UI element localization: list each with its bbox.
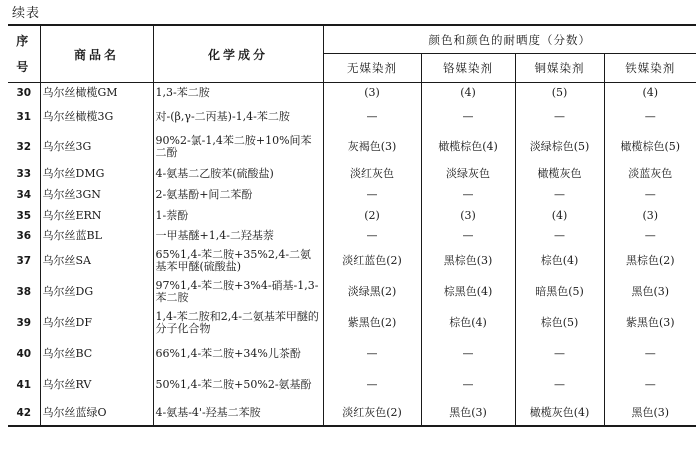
color-copper-mordant: (5) <box>515 83 604 103</box>
color-no-mordant: — <box>323 185 421 206</box>
color-no-mordant: (3) <box>323 83 421 103</box>
color-no-mordant: 紫黑色(2) <box>323 308 421 339</box>
color-no-mordant: (2) <box>323 206 421 226</box>
color-iron-mordant: — <box>604 103 696 131</box>
chemical-composition: 一甲基醚+1,4-二羟基萘 <box>153 226 323 246</box>
color-copper-mordant: — <box>515 370 604 401</box>
table-row <box>8 226 696 246</box>
product-name: 乌尔丝橄榄3G <box>40 103 153 131</box>
color-iron-mordant: (4) <box>604 83 696 103</box>
row-number: 30 <box>16 86 32 99</box>
color-copper-mordant: 橄榄灰色(4) <box>515 401 604 426</box>
color-copper-mordant: 淡绿棕色(5) <box>515 131 604 163</box>
color-no-mordant: 淡绿黑(2) <box>323 277 421 308</box>
row-number: 42 <box>8 401 40 426</box>
color-chrome-mordant: 黑棕色(3) <box>421 246 515 277</box>
header-name: 商品名 <box>40 25 153 83</box>
row-number: 32 <box>16 140 32 153</box>
row-number: 33 <box>16 167 32 180</box>
table-row <box>8 131 696 163</box>
table-row <box>8 83 696 103</box>
header-seq <box>8 25 40 83</box>
chemical-composition: 97%1,4-苯二胺+3%4-硝基-1,3-苯二胺 <box>153 277 323 308</box>
chemical-composition: 65%1,4-苯二胺+35%2,4-二氨基苯甲醚(硫酸盐) <box>153 246 323 277</box>
header-composition: 化学成分 <box>153 25 323 83</box>
color-no-mordant: 淡红灰色(2) <box>323 401 421 426</box>
product-name: 乌尔丝RV <box>40 370 153 401</box>
color-chrome-mordant: — <box>421 339 515 370</box>
row-number: 41 <box>16 379 32 391</box>
table-row <box>8 370 696 401</box>
header-mordant-chrome: 铬媒染剂 <box>421 54 515 83</box>
color-chrome-mordant: — <box>421 226 515 246</box>
chemical-composition: 2-氨基酚+间二苯酚 <box>153 185 323 206</box>
table-row <box>8 339 696 370</box>
color-copper-mordant: 暗黑色(5) <box>515 277 604 308</box>
header-mordant-iron: 铁媒染剂 <box>604 54 696 83</box>
color-no-mordant: 淡红灰色 <box>323 163 421 185</box>
color-copper-mordant: 棕色(4) <box>515 246 604 277</box>
product-name: 乌尔丝蓝BL <box>40 226 153 246</box>
row-number: 34 <box>16 189 32 201</box>
row-number: 38 <box>16 286 32 298</box>
color-no-mordant: 淡红蓝色(2) <box>323 246 421 277</box>
product-name: 乌尔丝BC <box>40 339 153 370</box>
color-iron-mordant: — <box>604 185 696 206</box>
product-name: 乌尔丝3G <box>40 131 153 163</box>
table-row <box>8 206 696 226</box>
color-iron-mordant: — <box>604 370 696 401</box>
chemical-composition: 66%1,4-苯二胺+34%儿茶酚 <box>153 339 323 370</box>
chemical-composition: 50%1,4-苯二胺+50%2-氨基酚 <box>153 370 323 401</box>
dye-fastness-table <box>8 24 696 427</box>
color-no-mordant: — <box>323 226 421 246</box>
table-row <box>8 401 696 426</box>
color-iron-mordant: 黑色(3) <box>604 401 696 426</box>
header-mordant-copper: 铜媒染剂 <box>515 54 604 83</box>
header-seq-bottom: 号 <box>16 60 32 74</box>
table-row <box>8 185 696 206</box>
color-no-mordant: — <box>323 339 421 370</box>
header-fastness-group: 颜色和颜色的耐晒度（分数） <box>323 25 696 54</box>
color-copper-mordant: — <box>515 226 604 246</box>
color-chrome-mordant: 淡绿灰色 <box>421 163 515 185</box>
row-number: 35 <box>16 209 32 222</box>
chemical-composition: 对-(β,γ-二丙基)-1,4-苯二胺 <box>153 103 323 131</box>
color-copper-mordant: 棕色(5) <box>515 308 604 339</box>
color-iron-mordant: 黑色(3) <box>604 277 696 308</box>
row-number: 31 <box>16 110 32 123</box>
product-name: 乌尔丝SA <box>40 246 153 277</box>
color-no-mordant: — <box>323 103 421 131</box>
row-number: 40 <box>16 348 32 360</box>
chemical-composition: 1,3-苯二胺 <box>153 83 323 103</box>
color-no-mordant: — <box>323 370 421 401</box>
product-name: 乌尔丝3GN <box>40 185 153 206</box>
color-copper-mordant: — <box>515 339 604 370</box>
color-copper-mordant: — <box>515 185 604 206</box>
product-name: 乌尔丝DMG <box>40 163 153 185</box>
color-iron-mordant: — <box>604 226 696 246</box>
color-chrome-mordant: (4) <box>421 83 515 103</box>
chemical-composition: 1,4-苯二胺和2,4-二氨基苯甲醚的分子化合物 <box>153 308 323 339</box>
header-mordant-none: 无媒染剂 <box>323 54 421 83</box>
chemical-composition: 4-氨基-4'-羟基二苯胺 <box>153 401 323 426</box>
color-iron-mordant: 橄榄棕色(5) <box>604 131 696 163</box>
table-caption: 续表 <box>12 6 41 21</box>
chemical-composition: 1-萘酚 <box>153 206 323 226</box>
table-row <box>8 308 696 339</box>
row-number: 36 <box>16 229 32 242</box>
color-iron-mordant: 黑棕色(2) <box>604 246 696 277</box>
color-iron-mordant: — <box>604 339 696 370</box>
color-copper-mordant: 橄榄灰色 <box>515 163 604 185</box>
table-row <box>8 163 696 185</box>
chemical-composition: 4-氨基二乙胺苯(硫酸盐) <box>153 163 323 185</box>
table-row <box>8 103 696 131</box>
color-chrome-mordant: 棕色(4) <box>421 308 515 339</box>
color-chrome-mordant: (3) <box>421 206 515 226</box>
color-iron-mordant: (3) <box>604 206 696 226</box>
chemical-composition: 90%2-氯-1,4苯二胺+10%间苯二酚 <box>153 131 323 163</box>
product-name: 乌尔丝DF <box>40 308 153 339</box>
color-chrome-mordant: 棕黑色(4) <box>421 277 515 308</box>
table-row <box>8 277 696 308</box>
product-name: 乌尔丝ERN <box>40 206 153 226</box>
color-iron-mordant: 淡蓝灰色 <box>604 163 696 185</box>
color-chrome-mordant: — <box>421 370 515 401</box>
color-no-mordant: 灰褐色(3) <box>323 131 421 163</box>
color-copper-mordant: — <box>515 103 604 131</box>
product-name: 乌尔丝蓝绿O <box>40 401 153 426</box>
product-name: 乌尔丝橄榄GM <box>40 83 153 103</box>
table-body <box>8 83 696 426</box>
product-name: 乌尔丝DG <box>40 277 153 308</box>
color-chrome-mordant: — <box>421 185 515 206</box>
table-row <box>8 246 696 277</box>
color-chrome-mordant: — <box>421 103 515 131</box>
color-chrome-mordant: 黑色(3) <box>421 401 515 426</box>
color-copper-mordant: (4) <box>515 206 604 226</box>
row-number: 39 <box>16 317 32 329</box>
header-seq-top: 序 <box>16 34 32 48</box>
color-iron-mordant: 紫黑色(3) <box>604 308 696 339</box>
color-chrome-mordant: 橄榄棕色(4) <box>421 131 515 163</box>
row-number: 37 <box>16 255 32 267</box>
